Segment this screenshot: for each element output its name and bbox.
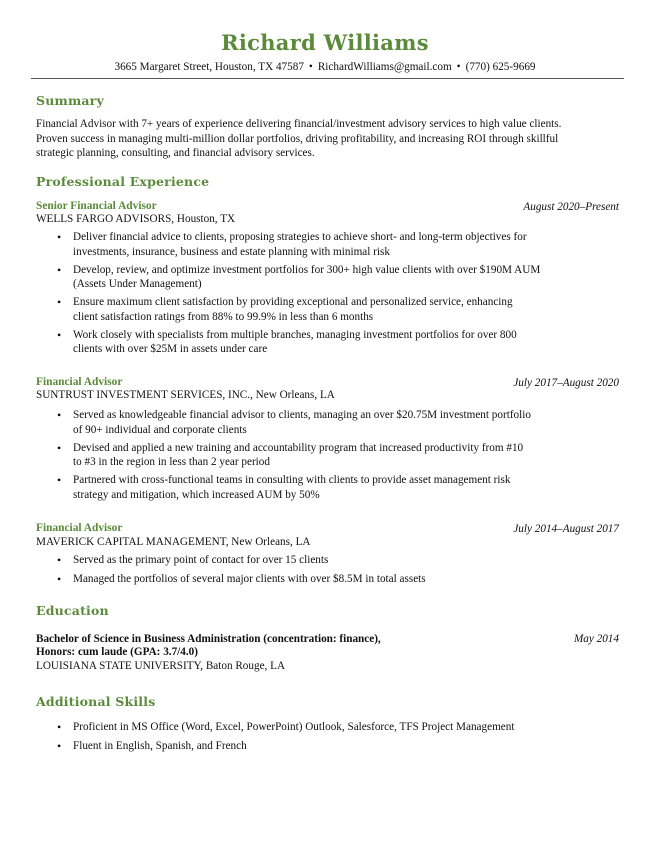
contact-separator: • [308, 61, 313, 73]
candidate-name: Richard Williams [221, 30, 429, 55]
job-employer: SUNTRUST INVESTMENT SERVICES, INC., New Orleans, LA [36, 389, 335, 401]
bullet-line: • Managed the portfolios of several major clients with over $8.5M in total assets [73, 572, 426, 585]
skills-heading: Additional Skills [36, 694, 156, 709]
job-date: July 2017–August 2020 [513, 377, 619, 389]
bullet-line: • Deliver financial advice to clients, proposing strategies to achieve short- and long-term objectives for [73, 231, 527, 243]
degree-title: Bachelor of Science in Business Administration (concentration: finance), [36, 633, 381, 645]
job-title: Financial Advisor [36, 522, 123, 534]
list-item [0, 572, 568, 587]
bullet-line: investments, insurance, business and estate planning with minimal risk [73, 245, 390, 258]
job-employer: WELLS FARGO ADVISORS, Houston, TX [36, 213, 236, 225]
bullet-line: • Develop, review, and optimize investment portfolios for 300+ high value clients with over $190M AUM [73, 263, 541, 276]
skill-item: • Fluent in English, Spanish, and French [73, 740, 247, 752]
contact-separator: • [456, 61, 461, 73]
honors: Honors: cum laude (GPA: 3.7/4.0) [36, 646, 198, 658]
list-item [0, 263, 568, 292]
job-title: Senior Financial Advisor [36, 200, 157, 212]
bullet-line: • Ensure maximum client satisfaction by providing exceptional and personalized service, enhancing [73, 296, 513, 308]
skills-list [0, 720, 650, 757]
bullet-line: • Partnered with cross-functional teams in consulting with clients to provide asset management risk [73, 474, 511, 486]
list-item [0, 230, 568, 259]
list-item [0, 473, 568, 502]
bullet-line: clients with over $25M in assets under care [73, 343, 268, 355]
summary-heading: Summary [36, 93, 104, 108]
school-name: LOUISIANA STATE UNIVERSITY, Baton Rouge, LA [36, 660, 286, 672]
bullet-line: to #3 in the region in less than 2 year period [73, 456, 270, 468]
bullet-line: • Work closely with specialists from multiple branches, managing investment portfolios for over 800 [73, 328, 517, 341]
bullet-line: • Served as knowledgeable financial advisor to clients, managing an over $20.75M investment portfolio [73, 409, 531, 421]
list-item [0, 408, 568, 437]
bullet-line: strategy and mitigation, which increased AUM by 50% [73, 488, 320, 501]
job-date: August 2020–Present [523, 201, 619, 213]
contact-phone: (770) 625-9669 [465, 61, 536, 73]
bullet-line: client satisfaction ratings from 88% to 99.9% in less than 6 months [73, 310, 374, 323]
education-heading: Education [36, 603, 109, 618]
list-item [0, 553, 568, 568]
job-employer: MAVERICK CAPITAL MANAGEMENT, New Orleans, LA [36, 536, 311, 548]
bullet-line: of 90+ individual and corporate clients [73, 423, 247, 436]
job-bullets [0, 553, 650, 590]
bullet-line: • Devised and applied a new training and accountability program that increased productivity from #10 [73, 441, 524, 454]
contact-email[interactable]: RichardWilliams@gmail.com [317, 61, 452, 73]
job-bullets [0, 230, 650, 360]
job-bullets [0, 408, 650, 506]
job-title: Financial Advisor [36, 376, 123, 388]
list-item [0, 720, 568, 735]
bullet-line: • Served as the primary point of contact for over 15 clients [73, 554, 329, 566]
header-divider [31, 78, 624, 79]
list-item [0, 295, 568, 324]
experience-heading: Professional Experience [36, 174, 210, 189]
summary-line: Proven success in managing multi-million dollar portfolios, driving profitability, and increasing ROI through skillful [36, 132, 559, 145]
job-date: July 2014–August 2017 [513, 523, 619, 535]
education-date: May 2014 [573, 633, 619, 645]
list-item [0, 328, 568, 357]
skill-item: • Proficient in MS Office (Word, Excel, PowerPoint) Outlook, Salesforce, TFS Project Management [73, 721, 515, 733]
list-item [0, 739, 568, 754]
bullet-line: (Assets Under Management) [73, 278, 202, 290]
contact-address: 3665 Margaret Street, Houston, TX 47587 [114, 61, 304, 73]
list-item [0, 441, 568, 470]
contact-line [0, 60, 650, 74]
summary-line: strategic planning, consulting, and financial advisory services. [36, 147, 315, 159]
summary-line: Financial Advisor with 7+ years of experience delivering financial/investment advisory services to high value clients. [36, 118, 562, 130]
summary-text [36, 117, 606, 161]
